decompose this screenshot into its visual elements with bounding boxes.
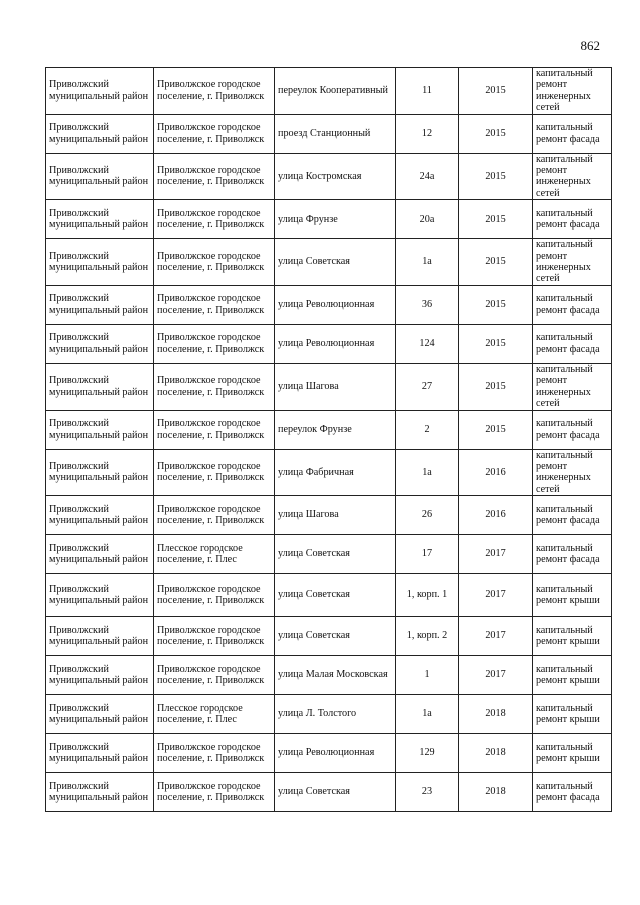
year-cell: 2016	[459, 449, 533, 496]
year-cell: 2018	[459, 695, 533, 734]
street-cell: улица Советская	[275, 574, 396, 617]
house-number-cell: 1, корп. 2	[396, 617, 459, 656]
settlement-cell: Приволжское городское поселение, г. Приволжск	[154, 449, 275, 496]
table-row	[46, 68, 612, 115]
street-cell: улица Шагова	[275, 363, 396, 410]
district-cell: Приволжский муниципальный район	[46, 734, 154, 773]
district-cell: Приволжский муниципальный район	[46, 535, 154, 574]
house-number-cell: 1	[396, 656, 459, 695]
district-cell: Приволжский муниципальный район	[46, 200, 154, 239]
table-row	[46, 239, 612, 286]
street-cell: улица Шагова	[275, 496, 396, 535]
year-cell: 2016	[459, 496, 533, 535]
district-cell: Приволжский муниципальный район	[46, 363, 154, 410]
settlement-cell: Плесское городское поселение, г. Плес	[154, 695, 275, 734]
street-cell: улица Фрунзе	[275, 200, 396, 239]
street-cell: улица Фабричная	[275, 449, 396, 496]
year-cell: 2015	[459, 285, 533, 324]
work-type-cell: капитальный ремонт инженерных сетей	[533, 153, 612, 200]
work-type-cell: капитальный ремонт инженерных сетей	[533, 449, 612, 496]
year-cell: 2015	[459, 410, 533, 449]
district-cell: Приволжский муниципальный район	[46, 695, 154, 734]
work-type-cell: капитальный ремонт фасада	[533, 410, 612, 449]
table-row	[46, 695, 612, 734]
district-cell: Приволжский муниципальный район	[46, 617, 154, 656]
district-cell: Приволжский муниципальный район	[46, 285, 154, 324]
house-number-cell: 12	[396, 114, 459, 153]
year-cell: 2015	[459, 200, 533, 239]
settlement-cell: Приволжское городское поселение, г. Приволжск	[154, 239, 275, 286]
work-type-cell: капитальный ремонт инженерных сетей	[533, 363, 612, 410]
year-cell: 2015	[459, 153, 533, 200]
work-type-cell: капитальный ремонт крыши	[533, 574, 612, 617]
house-number-cell: 124	[396, 324, 459, 363]
table-row	[46, 617, 612, 656]
street-cell: улица Костромская	[275, 153, 396, 200]
district-cell: Приволжский муниципальный район	[46, 773, 154, 812]
table-row	[46, 449, 612, 496]
street-cell: улица Революционная	[275, 734, 396, 773]
table-row	[46, 656, 612, 695]
house-number-cell: 24а	[396, 153, 459, 200]
street-cell: проезд Станционный	[275, 114, 396, 153]
settlement-cell: Плесское городское поселение, г. Плес	[154, 535, 275, 574]
settlement-cell: Приволжское городское поселение, г. Приволжск	[154, 574, 275, 617]
table-row	[46, 574, 612, 617]
house-number-cell: 17	[396, 535, 459, 574]
work-type-cell: капитальный ремонт фасада	[533, 773, 612, 812]
street-cell: улица Советская	[275, 617, 396, 656]
street-cell: улица Советская	[275, 239, 396, 286]
house-number-cell: 1а	[396, 695, 459, 734]
work-type-cell: капитальный ремонт фасада	[533, 114, 612, 153]
settlement-cell: Приволжское городское поселение, г. Приволжск	[154, 496, 275, 535]
year-cell: 2015	[459, 239, 533, 286]
work-type-cell: капитальный ремонт фасада	[533, 324, 612, 363]
district-cell: Приволжский муниципальный район	[46, 410, 154, 449]
table-row	[46, 496, 612, 535]
district-cell: Приволжский муниципальный район	[46, 449, 154, 496]
work-type-cell: капитальный ремонт фасада	[533, 496, 612, 535]
street-cell: улица Революционная	[275, 285, 396, 324]
year-cell: 2017	[459, 656, 533, 695]
district-cell: Приволжский муниципальный район	[46, 239, 154, 286]
house-number-cell: 20а	[396, 200, 459, 239]
repair-schedule-table	[45, 67, 612, 812]
street-cell: улица Революционная	[275, 324, 396, 363]
year-cell: 2018	[459, 773, 533, 812]
house-number-cell: 1а	[396, 449, 459, 496]
house-number-cell: 27	[396, 363, 459, 410]
work-type-cell: капитальный ремонт инженерных сетей	[533, 68, 612, 115]
house-number-cell: 2	[396, 410, 459, 449]
district-cell: Приволжский муниципальный район	[46, 68, 154, 115]
year-cell: 2015	[459, 363, 533, 410]
year-cell: 2017	[459, 574, 533, 617]
year-cell: 2015	[459, 114, 533, 153]
district-cell: Приволжский муниципальный район	[46, 496, 154, 535]
work-type-cell: капитальный ремонт фасада	[533, 200, 612, 239]
year-cell: 2017	[459, 617, 533, 656]
settlement-cell: Приволжское городское поселение, г. Приволжск	[154, 410, 275, 449]
settlement-cell: Приволжское городское поселение, г. Приволжск	[154, 153, 275, 200]
year-cell: 2017	[459, 535, 533, 574]
year-cell: 2015	[459, 324, 533, 363]
house-number-cell: 129	[396, 734, 459, 773]
house-number-cell: 11	[396, 68, 459, 115]
table-row	[46, 153, 612, 200]
street-cell: переулок Кооперативный	[275, 68, 396, 115]
work-type-cell: капитальный ремонт крыши	[533, 734, 612, 773]
house-number-cell: 36	[396, 285, 459, 324]
work-type-cell: капитальный ремонт фасада	[533, 285, 612, 324]
work-type-cell: капитальный ремонт крыши	[533, 656, 612, 695]
street-cell: улица Малая Московская	[275, 656, 396, 695]
work-type-cell: капитальный ремонт фасада	[533, 535, 612, 574]
table-row	[46, 114, 612, 153]
settlement-cell: Приволжское городское поселение, г. Приволжск	[154, 773, 275, 812]
table-body	[46, 68, 612, 812]
district-cell: Приволжский муниципальный район	[46, 574, 154, 617]
settlement-cell: Приволжское городское поселение, г. Приволжск	[154, 114, 275, 153]
settlement-cell: Приволжское городское поселение, г. Приволжск	[154, 363, 275, 410]
table-row	[46, 734, 612, 773]
house-number-cell: 23	[396, 773, 459, 812]
district-cell: Приволжский муниципальный район	[46, 324, 154, 363]
settlement-cell: Приволжское городское поселение, г. Приволжск	[154, 734, 275, 773]
work-type-cell: капитальный ремонт инженерных сетей	[533, 239, 612, 286]
street-cell: переулок Фрунзе	[275, 410, 396, 449]
street-cell: улица Л. Толстого	[275, 695, 396, 734]
year-cell: 2018	[459, 734, 533, 773]
district-cell: Приволжский муниципальный район	[46, 656, 154, 695]
table-row	[46, 363, 612, 410]
table-row	[46, 324, 612, 363]
street-cell: улица Советская	[275, 535, 396, 574]
work-type-cell: капитальный ремонт крыши	[533, 695, 612, 734]
table-row	[46, 773, 612, 812]
district-cell: Приволжский муниципальный район	[46, 114, 154, 153]
settlement-cell: Приволжское городское поселение, г. Приволжск	[154, 324, 275, 363]
table-row	[46, 200, 612, 239]
house-number-cell: 1а	[396, 239, 459, 286]
settlement-cell: Приволжское городское поселение, г. Приволжск	[154, 656, 275, 695]
table-row	[46, 410, 612, 449]
table-row	[46, 535, 612, 574]
house-number-cell: 1, корп. 1	[396, 574, 459, 617]
settlement-cell: Приволжское городское поселение, г. Приволжск	[154, 617, 275, 656]
table-row	[46, 285, 612, 324]
settlement-cell: Приволжское городское поселение, г. Приволжск	[154, 68, 275, 115]
street-cell: улица Советская	[275, 773, 396, 812]
work-type-cell: капитальный ремонт крыши	[533, 617, 612, 656]
district-cell: Приволжский муниципальный район	[46, 153, 154, 200]
page-number: 862	[580, 38, 600, 53]
year-cell: 2015	[459, 68, 533, 115]
settlement-cell: Приволжское городское поселение, г. Приволжск	[154, 200, 275, 239]
settlement-cell: Приволжское городское поселение, г. Приволжск	[154, 285, 275, 324]
house-number-cell: 26	[396, 496, 459, 535]
